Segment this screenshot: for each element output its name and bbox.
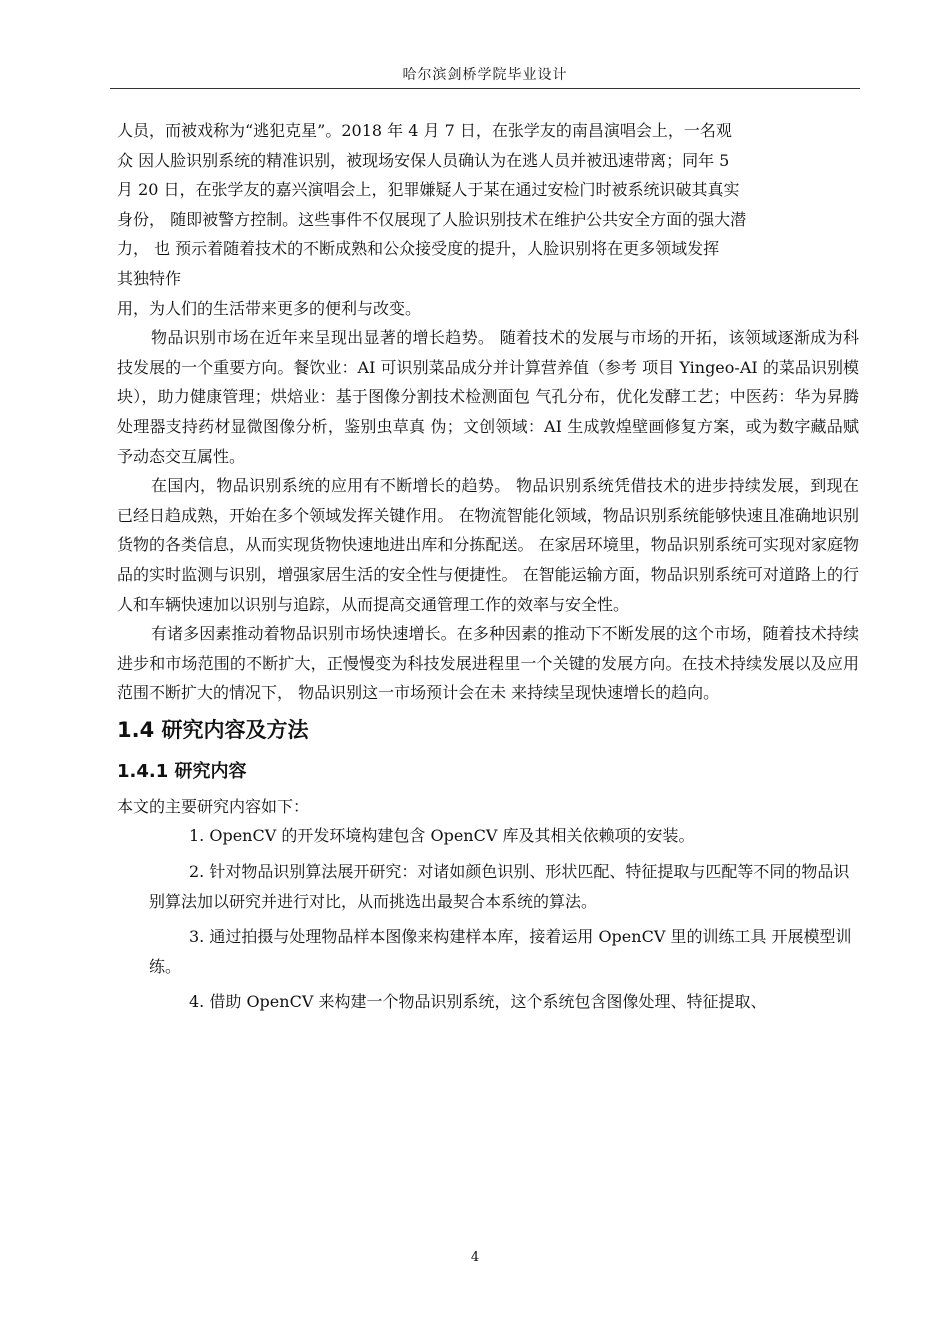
section-heading: 1.4 研究内容及方法 bbox=[117, 717, 309, 742]
paragraph-line: 身份， 随即被警方控制。这些事件不仅展现了人脸识别技术在维护公共安全方面的强大潜 bbox=[117, 209, 747, 229]
paragraph-line: 其独特作 bbox=[117, 268, 182, 288]
paragraph-line: 众 因人脸识别系统的精准识别，被现场安保人员确认为在逃人员并被迅速带离；同年 5 bbox=[117, 150, 730, 170]
page-body bbox=[117, 116, 859, 1017]
header-rule bbox=[110, 88, 860, 89]
paragraph-line: 力， 也 预示着随着技术的不断成熟和公众接受度的提升，人脸识别将在更多领域发挥 bbox=[117, 239, 720, 259]
section-intro: 本文的主要研究内容如下： bbox=[117, 796, 310, 816]
paragraph-domestic: 在国内，物品识别系统的应用有不断增长的趋势。 物品识别系统凭借技术的进步持续发展，到现在已经日趋成熟，开始在多个领域发挥关键作用。 在物流智能化领域，物品识别系统能够快速且准确地识别货物的各类信息，从而实现货物快速地进出库和分拣配送。 在家居环境里，物品识别系统可实现对家庭物品的实时监测与识别，增强家居生活的安全性与便捷性。 在智能运输方面，物品识别系统可对道路上的行人和车辆快速加以识别与追踪，从而提高交通管理工作的效率与安全性。 bbox=[117, 476, 859, 614]
list-item: 4. 借助 OpenCV 来构建一个物品识别系统，这个系统包含图像处理、特征提取、 bbox=[189, 992, 767, 1012]
paragraph-line: 人员，而被戏称为“逃犯克星”。2018 年 4 月 7 日，在张学友的南昌演唱会上，一名观 bbox=[117, 121, 732, 140]
page-number: 4 bbox=[470, 1250, 480, 1265]
subsection-heading: 1.4.1 研究内容 bbox=[117, 760, 247, 782]
paragraph-market: 物品识别市场在近年来呈现出显著的增长趋势。 随着技术的发展与市场的开拓，该领域逐渐成为科技发展的一个重要方向。餐饮业：AI 可识别菜品成分并计算营养值（参考 项目 Yingeo-AI 的菜品识别模块），助力健康管理；烘焙业：基于图像分割技术检测面包 气孔分布，优化发酵工艺；中医药：华为昇腾处理器支持药材显微图像分析，鉴别虫草真 伪；文创领域：AI 生成敦煌壁画修复方案，或为数字藏品赋予动态交互属性。 bbox=[117, 328, 859, 466]
list-item: 1. OpenCV 的开发环境构建包含 OpenCV 库及其相关依赖项的安装。 bbox=[189, 826, 695, 846]
paragraph-growth: 有诸多因素推动着物品识别市场快速增长。在多种因素的推动下不断发展的这个市场，随着技术持续进步和市场范围的不断扩大，正慢慢变为科技发展进程里一个关键的发展方向。在技术持续发展以及应用范围不断扩大的情况下， 物品识别这一市场预计会在未 来持续呈现快速增长的趋向。 bbox=[117, 624, 859, 703]
paragraph-line: 用，为人们的生活带来更多的便利与改变。 bbox=[117, 298, 422, 318]
paragraph-line: 月 20 日，在张学友的嘉兴演唱会上，犯罪嫌疑人于某在通过安检门时被系统识破其真实 bbox=[117, 180, 740, 200]
list-item: 3. 通过拍摄与处理物品样本图像来构建样本库，接着运用 OpenCV 里的训练工具 开展模型训练。 bbox=[149, 927, 852, 976]
list-item: 2. 针对物品识别算法展开研究：对诸如颜色识别、形状匹配、特征提取与匹配等不同的物品识别算法加以研究并进行对比，从而挑选出最契合本系统的算法。 bbox=[149, 862, 850, 911]
page-header: 哈尔滨剑桥学院毕业设计 bbox=[402, 67, 568, 83]
